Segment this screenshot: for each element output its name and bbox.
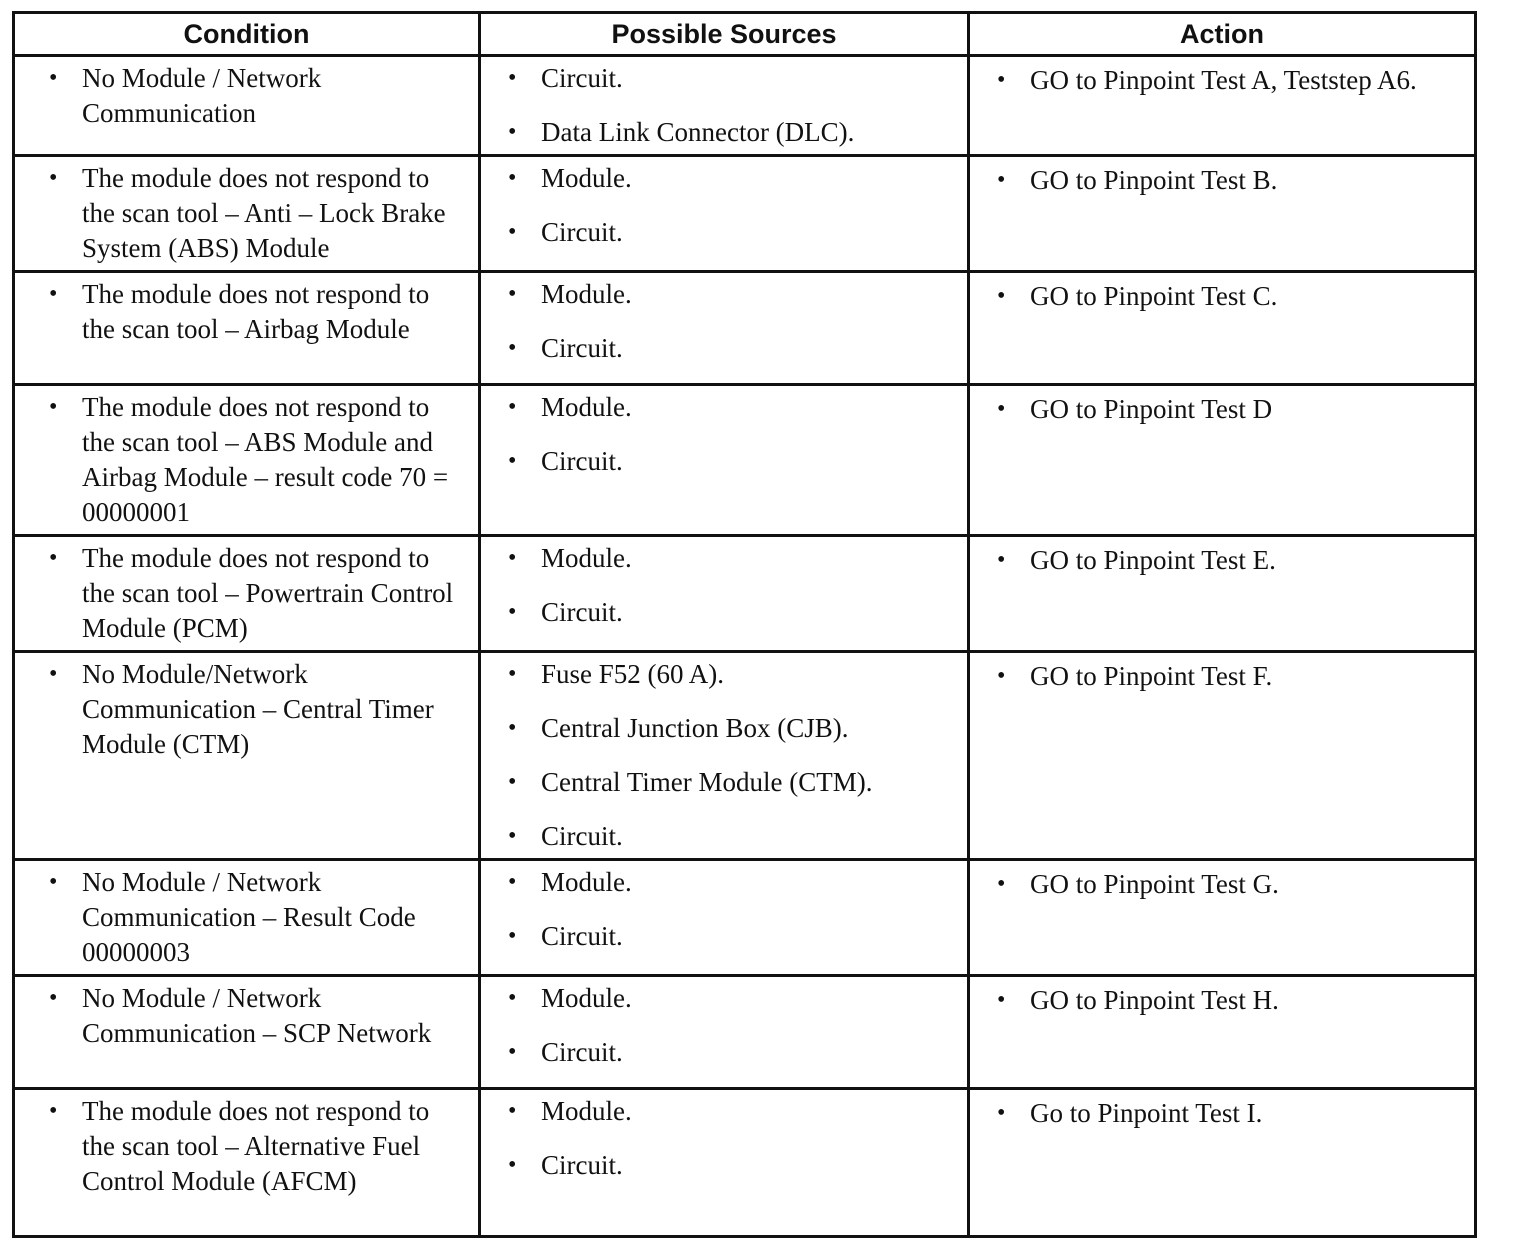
condition-cell <box>14 56 480 156</box>
action-cell <box>969 536 1476 652</box>
table-row <box>14 1089 1476 1237</box>
table-row <box>14 976 1476 1089</box>
action-cell <box>969 1089 1476 1237</box>
action-text: • GO to Pinpoint Test F. <box>997 659 1464 694</box>
source-item: • Central Junction Box (CJB). <box>508 711 957 746</box>
condition-cell <box>14 860 480 976</box>
condition-cell <box>14 156 480 272</box>
symptom-chart-table <box>12 11 1477 1238</box>
source-item: • Circuit. <box>508 819 957 854</box>
source-item: • Circuit. <box>508 444 957 479</box>
source-item: • Circuit. <box>508 1035 957 1070</box>
condition-text: • No Module / Network Communication – SCP Network <box>49 981 468 1051</box>
action-text: • GO to Pinpoint Test B. <box>997 163 1464 198</box>
source-item: • Circuit. <box>508 595 957 630</box>
source-item: • Module. <box>508 390 957 425</box>
condition-cell <box>14 976 480 1089</box>
table-row <box>14 156 1476 272</box>
sources-cell <box>480 652 969 860</box>
action-text: • GO to Pinpoint Test E. <box>997 543 1464 578</box>
source-item: • Fuse F52 (60 A). <box>508 657 957 692</box>
condition-cell <box>14 385 480 536</box>
action-text: • Go to Pinpoint Test I. <box>997 1096 1464 1131</box>
table-header-row <box>14 13 1476 56</box>
action-cell <box>969 272 1476 385</box>
condition-cell <box>14 1089 480 1237</box>
table-row <box>14 272 1476 385</box>
condition-cell <box>14 536 480 652</box>
action-cell <box>969 976 1476 1089</box>
sources-cell <box>480 860 969 976</box>
action-text: • GO to Pinpoint Test G. <box>997 867 1464 902</box>
condition-cell <box>14 652 480 860</box>
source-item: • Circuit. <box>508 919 957 954</box>
source-item: • Data Link Connector (DLC). <box>508 115 957 150</box>
source-item: • Module. <box>508 277 957 312</box>
source-item: • Module. <box>508 1094 957 1129</box>
condition-text: • The module does not respond to the scan tool – Airbag Module <box>49 277 468 347</box>
table-row <box>14 536 1476 652</box>
source-item: • Circuit. <box>508 215 957 250</box>
action-text: • GO to Pinpoint Test H. <box>997 983 1464 1018</box>
source-item: • Circuit. <box>508 1148 957 1183</box>
source-item: • Circuit. <box>508 61 957 96</box>
action-text: • GO to Pinpoint Test C. <box>997 279 1464 314</box>
source-item: • Circuit. <box>508 331 957 366</box>
condition-text: • The module does not respond to the scan tool – Anti – Lock Brake System (ABS) Module <box>49 161 468 266</box>
condition-text: • No Module / Network Communication – Result Code 00000003 <box>49 865 468 970</box>
table-row <box>14 860 1476 976</box>
sources-cell <box>480 1089 969 1237</box>
header-possible-sources: Possible Sources <box>480 13 969 56</box>
condition-cell <box>14 272 480 385</box>
table-row <box>14 56 1476 156</box>
sources-cell <box>480 976 969 1089</box>
source-item: • Module. <box>508 541 957 576</box>
action-text: • GO to Pinpoint Test A, Teststep A6. <box>997 63 1464 98</box>
condition-text: • No Module/Network Communication – Central Timer Module (CTM) <box>49 657 468 762</box>
sources-cell <box>480 56 969 156</box>
action-cell <box>969 860 1476 976</box>
sources-cell <box>480 272 969 385</box>
action-cell <box>969 385 1476 536</box>
action-cell <box>969 56 1476 156</box>
sources-cell <box>480 536 969 652</box>
source-item: • Central Timer Module (CTM). <box>508 765 957 800</box>
header-condition: Condition <box>14 13 480 56</box>
source-item: • Module. <box>508 981 957 1016</box>
action-text: • GO to Pinpoint Test D <box>997 392 1464 427</box>
sources-cell <box>480 156 969 272</box>
condition-text: • The module does not respond to the scan tool – ABS Module and Airbag Module – result code 70 = 00000001 <box>49 390 468 530</box>
table-row <box>14 652 1476 860</box>
source-item: • Module. <box>508 161 957 196</box>
condition-text: • The module does not respond to the scan tool – Alternative Fuel Control Module (AFCM) <box>49 1094 468 1199</box>
diagnostic-table-container <box>12 11 1474 1238</box>
condition-text: • No Module / Network Communication <box>49 61 468 131</box>
action-cell <box>969 652 1476 860</box>
sources-cell <box>480 385 969 536</box>
action-cell <box>969 156 1476 272</box>
header-action: Action <box>969 13 1476 56</box>
source-item: • Module. <box>508 865 957 900</box>
condition-text: • The module does not respond to the scan tool – Powertrain Control Module (PCM) <box>49 541 468 646</box>
table-row <box>14 385 1476 536</box>
